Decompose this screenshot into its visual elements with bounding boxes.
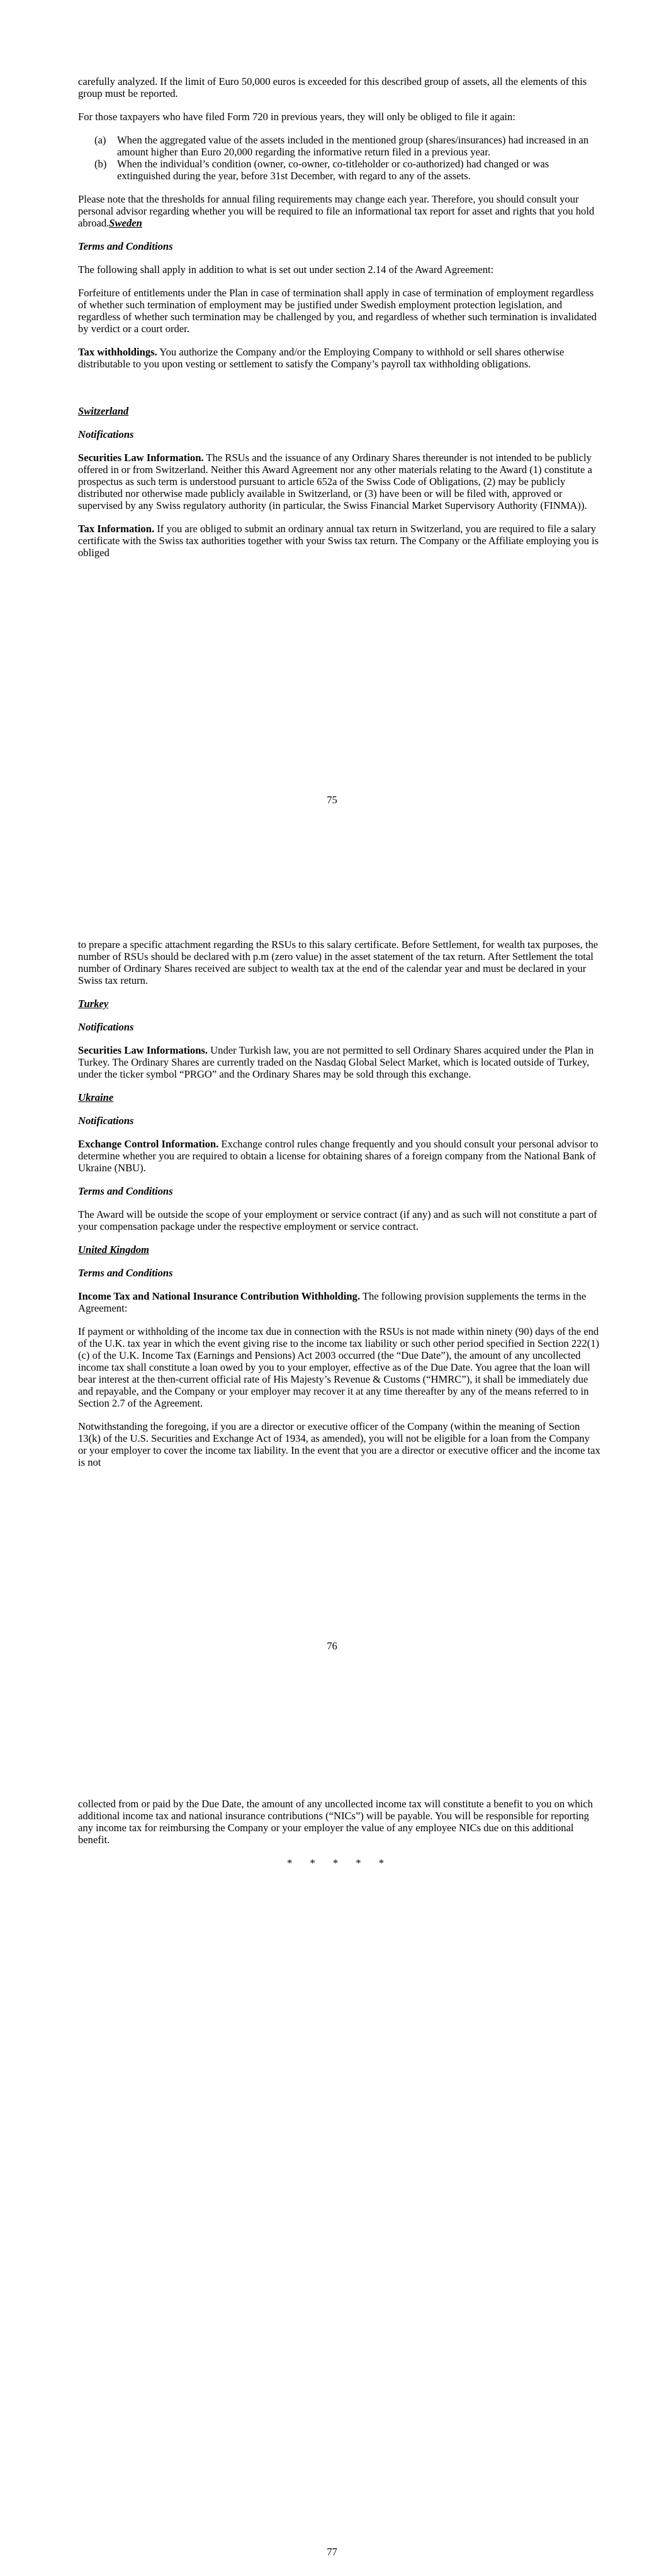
switzerland-notifications-heading: Notifications (78, 428, 134, 440)
list-item (78, 158, 600, 182)
switzerland-paragraph-tax (78, 523, 600, 559)
page-76 (0, 824, 664, 1667)
page-77-body (78, 1798, 600, 1869)
filing-conditions-list (78, 134, 600, 182)
ukraine-notifications-heading: Notifications (78, 1115, 134, 1127)
page-75-body (78, 75, 600, 570)
country-heading-united-kingdom: United Kingdom (78, 1244, 149, 1256)
ukraine-terms-heading: Terms and Conditions (78, 1185, 173, 1197)
exchange-control-text: Exchange control rules change frequently and you should consult your personal advisor to determine whether you are required to obtain a license for obtaining shares of a foreign company from the National Bank of Ukraine (NBU). (78, 1138, 599, 1174)
page-number: 77 (327, 2546, 337, 2558)
page-number: 75 (327, 794, 337, 806)
income-tax-lead: Income Tax and National Insurance Contribution Withholding. (78, 1290, 360, 1302)
country-heading-ukraine: Ukraine (78, 1091, 114, 1103)
list-item (78, 134, 600, 158)
securities-law-lead: Securities Law Information. (78, 452, 204, 464)
thresholds-text: Please note that the thresholds for annual filing requirements may change each year. Therefore, you should consult your personal advisor regarding whether you will be required to file an informational tax report for asset and rights that you hold abroad. (78, 193, 595, 229)
sweden-terms-heading: Terms and Conditions (78, 240, 173, 252)
list-marker: (b) (94, 158, 107, 170)
page-76-body (78, 939, 600, 1480)
turkey-paragraph-securities (78, 1044, 600, 1080)
securities-law-lead: Securities Law Informations. (78, 1044, 208, 1056)
page-75 (0, 0, 664, 824)
paragraph-uncollected-tax: collected from or paid by the Due Date, the amount of any uncollected income tax will constitute a benefit to you on which additional income tax and national insurance contributions (“NICs”) will be payable. You will be responsible for reporting any income tax for reimbursing the Company or your employer the value of any employee NICs due on this additional benefit. (78, 1798, 593, 1846)
list-marker: (a) (94, 134, 106, 146)
securities-law-text: Under Turkish law, you are not permitted to sell Ordinary Shares acquired under the Plan in Turkey. The Ordinary Shares are currently traded on the Nasdaq Global Select Market, which is located outside of Turkey, under the ticker symbol “PRGO” and the Ordinary Shares may be sold through this exchange. (78, 1044, 594, 1080)
uk-paragraph-due-date: If payment or withholding of the income tax due in connection with the RSUs is not made within ninety (90) days of the end of the U.K. tax year in which the event giving rise to the income tax liability or such other period specified in Section 222(1)(c) of the U.K. Income Tax (Earnings and Pensions) Act 2003 occurred (the “Due Date”), the amount of any uncollected income tax shall constitute a loan owed by you to your employer, effective as of the Due Date. You agree that the loan will bear interest at the then-current official rate of His Majesty’s Revenue & Customs (“HMRC”), it shall be immediately due and repayable, and the Company or your employer may recover it at any time thereafter by any of the means referred to in Section 2.7 of the Agreement. (78, 1325, 600, 1409)
uk-paragraph-notwithstanding: Notwithstanding the foregoing, if you are a director or executive officer of the Company (within the meaning of Section 13(k) of the U.S. Securities and Exchange Act of 1934, as amended), you will not be eligible for a loan from the Company or your employer to cover the income tax liability. In the event that you are a director or executive officer and the income tax is not (78, 1420, 600, 1468)
ukraine-paragraph-award-scope: The Award will be outside the scope of your employment or service contract (if any) and as such will not constitute a part of your compensation package under the respective employment or service contract. (78, 1208, 597, 1232)
list-item-text: When the aggregated value of the assets included in the mentioned group (shares/insurances) had increased in an amount higher than Euro 20,000 regarding the informative return filed in a previous year. (117, 134, 589, 158)
page-number: 76 (327, 1640, 337, 1652)
tax-withholdings-text: You authorize the Company and/or the Employing Company to withhold or sell shares otherwise distributable to you upon vesting or settlement to satisfy the Company’s payroll tax withholding obligations. (78, 346, 565, 370)
switzerland-paragraph-securities (78, 452, 600, 511)
paragraph-carefully-analyzed: carefully analyzed. If the limit of Euro 50,000 euros is exceeded for this described group of assets, all the elements of this group must be reported. (78, 75, 587, 99)
paragraph-form-720: For those taxpayers who have filed Form 720 in previous years, they will only be obliged to file it again: (78, 111, 515, 123)
page-77 (0, 1667, 664, 2576)
tax-information-text: If you are obliged to submit an ordinary annual tax return in Switzerland, you are required to file a salary certificate with the Swiss tax authorities together with your Swiss tax return. The Company or the Affiliate employing you is obliged (78, 523, 599, 559)
sweden-paragraph-following: The following shall apply in addition to what is set out under section 2.14 of the Award Agreement: (78, 264, 494, 276)
country-heading-sweden: Sweden (109, 217, 142, 229)
tax-withholdings-lead: Tax withholdings. (78, 346, 157, 358)
sweden-paragraph-forfeiture: Forfeiture of entitlements under the Plan in case of termination shall apply in case of termination of employment regardless of whether such termination of employment may be justified under Swedish employment protection legislation, and regardless of whether such termination may be challenged by you, and regardless of whether such termination is invalidated by verdict or a court order. (78, 287, 597, 335)
income-tax-text: The following provision supplements the terms in the Agreement: (78, 1290, 587, 1314)
country-heading-turkey: Turkey (78, 998, 109, 1010)
end-of-document-marks: * * * * * (286, 1857, 392, 1869)
paragraph-salary-certificate: to prepare a specific attachment regarding the RSUs to this salary certificate. Before Settlement, for wealth tax purposes, the number of RSUs should be declared with p.m (zero value) in the asset statement of the tax return. After Settlement the total number of Ordinary Shares received are subject to wealth tax at the end of the calendar year and must be declared in your Swiss tax return. (78, 939, 599, 986)
uk-paragraph-income-tax (78, 1290, 600, 1314)
turkey-notifications-heading: Notifications (78, 1021, 134, 1033)
country-heading-switzerland: Switzerland (78, 405, 129, 417)
tax-information-lead: Tax Information. (78, 523, 155, 535)
sweden-paragraph-tax-withholdings (78, 346, 600, 370)
securities-law-text: The RSUs and the issuance of any Ordinary Shares thereunder is not intended to be publicly offered in or from Switzerland. Neither this Award Agreement nor any other materials relating to the Award (1) constitute a prospectus as such term is understood pursuant to article 652a of the Swiss Code of Obligations, (2) may be publicly distributed nor otherwise made publicly available in Switzerland, or (3) have been or will be filed with, approved or supervised by any Swiss regulatory authority (in particular, the Swiss Financial Market Supervisory Authority (FINMA)). (78, 452, 592, 511)
list-item-text: When the individual’s condition (owner, co-owner, co-titleholder or co-authorized) had changed or was extinguished during the year, before 31st December, with regard to any of the assets. (117, 158, 549, 182)
exchange-control-lead: Exchange Control Information. (78, 1138, 219, 1150)
paragraph-thresholds (78, 193, 600, 229)
uk-terms-heading: Terms and Conditions (78, 1267, 173, 1279)
ukraine-paragraph-exchange-control (78, 1138, 600, 1174)
